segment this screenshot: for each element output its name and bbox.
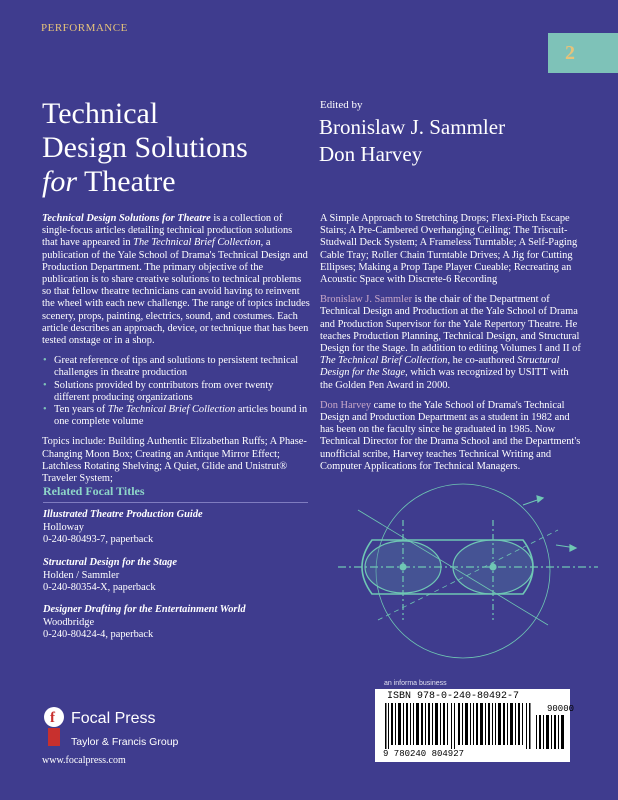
- lead-title: Technical Design Solutions for Theatre: [42, 213, 211, 224]
- topics-paragraph-left: Topics include: Building Authentic Elizabethan Ruffs; A Phase-Changing Moon Box; Creating an Antique Mirror Effect; Latchless Rotating Shelving; A Quiet, Glide and Unistrut® Traveler System;: [42, 436, 307, 485]
- bio-italic: Structural Design for the Stage: [320, 355, 560, 379]
- bio-text: , he co-authored: [447, 355, 518, 367]
- publisher-url: www.focalpress.com: [42, 755, 126, 766]
- barcode: [375, 689, 575, 762]
- bio-text: came to the Yale School of Drama's Technical Design and Production Department as a student in 1982 and has been on the faculty since he graduated in 1985. Now Technical Director for the Drama School and the Department's unofficial scribe, Harvey teaches Technical Writing and Computer Applications for Technical Managers.: [320, 399, 581, 472]
- svg-text:f: f: [50, 710, 55, 726]
- series-label: PERFORMANCE: [41, 22, 128, 34]
- feature-item: [54, 404, 310, 428]
- related-item-title: Designer Drafting for the Entertainment World: [43, 604, 246, 615]
- volume-number: 2: [565, 42, 575, 64]
- description-column: [42, 213, 310, 493]
- book-title: [42, 97, 248, 199]
- feature-list: [42, 355, 310, 428]
- technical-drawing-illustration: [318, 470, 608, 675]
- barcode-bars: [385, 703, 533, 749]
- publisher-group: Taylor & Francis Group: [71, 736, 179, 748]
- title-line-3: [42, 165, 248, 199]
- related-item: [43, 509, 308, 547]
- bio-sammler: [320, 294, 582, 392]
- bio-text: , which was recognized by USITT with the Golden Pen Award in 2000.: [320, 367, 569, 391]
- related-divider: [43, 502, 308, 503]
- related-item-isbn: 0-240-80424-4, paperback: [43, 629, 154, 640]
- related-item-author: Holloway: [43, 521, 84, 533]
- focal-press-logo: [43, 706, 65, 748]
- feature-item: • Solutions provided by contributors from over twenty different producing organizations: [54, 380, 310, 404]
- related-item-author: Holden / Sammler: [43, 569, 120, 581]
- title-for: for: [42, 165, 78, 198]
- related-item-title: Illustrated Theatre Production Guide: [43, 509, 203, 520]
- ean-number: 9 780240 804927: [383, 749, 465, 759]
- lead-text-a: is a collection of single-focus articles detailing technical production solutions that have appeared in: [42, 213, 293, 249]
- topics-paragraph-right: A Simple Approach to Stretching Drops; Flexi-Pitch Escape Stairs; A Pre-Cambered Overhanging Ceiling; The Triscuit-Studwall Deck System; A Frameless Turntable; A Self-Paging Cable Tray; Roller Chain Turntable Drives; A Jig for Cutting Ellipses; Making a Prop Tape Player Cueable; Recreating an Acoustic Space with Discrete-6 Recording: [320, 213, 578, 286]
- related-item: [43, 604, 308, 642]
- feature-text: articles bound in one complete volume: [54, 404, 308, 428]
- feature-title: The Technical Brief Collection: [107, 404, 236, 416]
- related-item-isbn: 0-240-80354-X, paperback: [43, 582, 156, 593]
- bio-column: [320, 213, 582, 481]
- feature-item: • Great reference of tips and solutions to persistent technical challenges in theatre production: [54, 355, 310, 379]
- bio-harvey: [320, 400, 582, 473]
- title-theatre: Theatre: [77, 165, 176, 198]
- lead-text-b: , a publication of the Yale School of Drama's Technical Design and Production Department. The primary objective of the publication is to share creative solutions to technical problems so that fellow theatre technicians can avoid having to reinvent the wheel with each new challenge. The range of topics includes scenery, props, painting, electrics, sound, and costumes. Each article describes an approach, device, or technique that has been tested onstage or in a shop.: [42, 237, 310, 347]
- related-titles-heading: Related Focal Titles: [43, 484, 145, 498]
- editor-name-1: Bronislaw J. Sammler: [319, 115, 506, 139]
- author-name: Bronislaw J. Sammler: [320, 294, 413, 306]
- title-line-2: Design Solutions: [42, 131, 248, 164]
- related-item-author: Woodbridge: [43, 616, 95, 628]
- informa-tagline: an informa business: [384, 680, 447, 687]
- volume-badge: [548, 33, 618, 73]
- author-name: Don Harvey: [320, 399, 372, 411]
- publisher-name: Focal Press: [71, 710, 156, 727]
- bio-italic: The Technical Brief Collection: [320, 355, 448, 367]
- collection-title: The Technical Brief Collection: [133, 237, 261, 249]
- title-line-1: Technical: [42, 97, 159, 130]
- related-item: [43, 557, 308, 595]
- bio-text: is the chair of the Department of Technical Design and Production at the Yale School of Drama and Production Supervisor for the Yale Repertory Theatre. He teaches Production Planning, Technical Design, and Structural Design for the Stage. In addition to editing Volumes I and II of: [320, 294, 581, 355]
- price-code: 90000: [547, 704, 575, 714]
- related-item-title: Structural Design for the Stage: [43, 557, 177, 568]
- related-item-isbn: 0-240-80493-7, paperback: [43, 534, 154, 545]
- edited-by-label: Edited by: [320, 99, 363, 111]
- isbn-label: ISBN 978-0-240-80492-7: [387, 691, 520, 702]
- editor-name-2: Don Harvey: [319, 142, 423, 166]
- feature-text: Ten years of: [54, 404, 108, 416]
- price-barcode-bars: [536, 715, 566, 749]
- description-paragraph: [42, 213, 310, 347]
